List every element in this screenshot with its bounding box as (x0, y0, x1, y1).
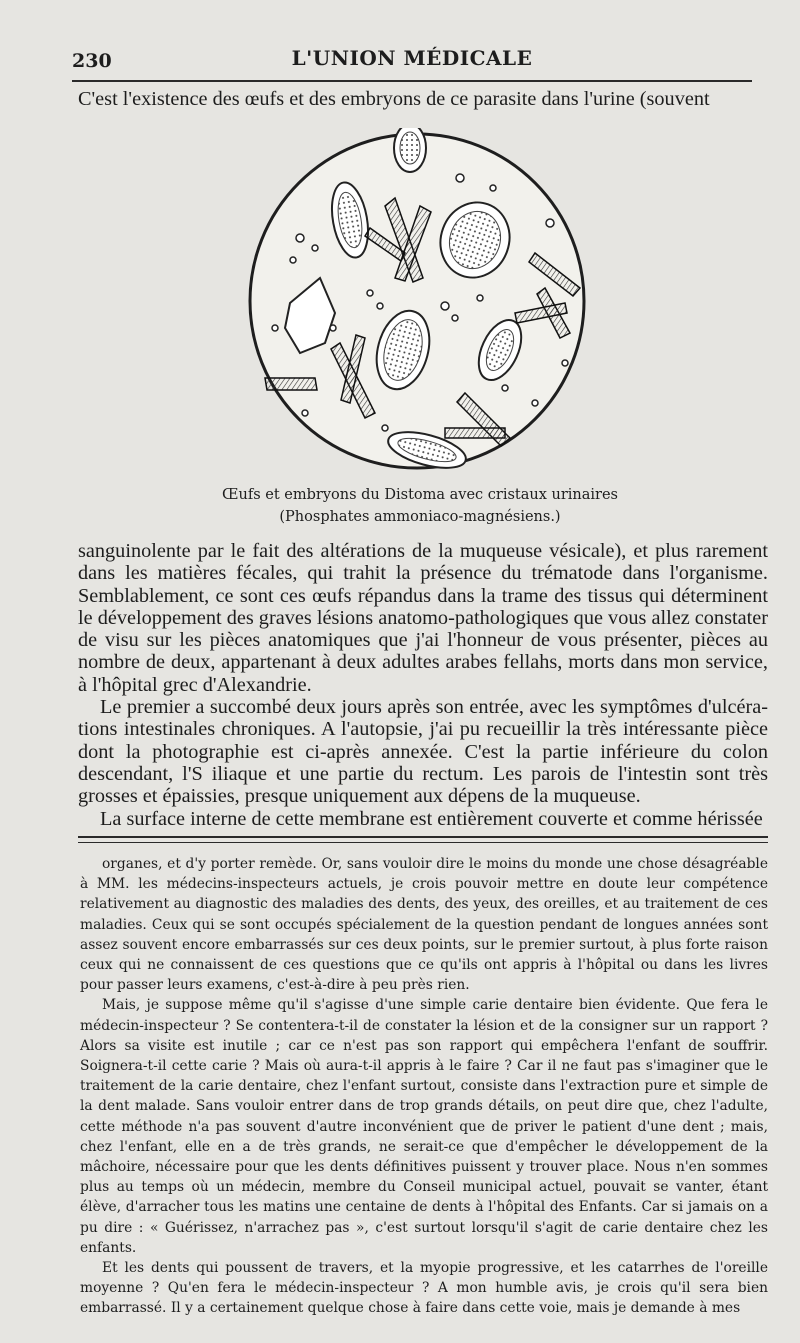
crystal-5 (265, 378, 317, 390)
intro-text: C'est l'existence des œufs et des embryons de ce parasite dans l'urine (souvent (78, 88, 710, 110)
main-paragraph-3: La surface interne de cette membrane est entièrement couverte et comme hérissée (100, 807, 763, 830)
main-text (78, 540, 768, 830)
figure-caption (140, 484, 700, 528)
footnote-paragraph-1: organes, et d'y porter remède. Or, sans vouloir dire le moins du monde une chose désagréable à MM. les médecins-inspecteurs actuels, je crois pouvoir mettre en doute leur compétence relativement au diagnostic des maladies des dents, des yeux, des oreilles, et au traitement de ces maladies. Ceux qui se sont occupés spécialement de la question pendant de longues années sont assez souvent encore embarrassés sur ces deux points, sur le premier surtout, à plus forte raison ceux qui ne connaissent de ces questions que ce qu'ils ont appris à l'hôpital ou dans les livres pour passer leurs examens, c'est-à-dire à peu près rien. (80, 856, 768, 994)
main-paragraph-2: Le premier a succombé deux jours après son entrée, avec les symptômes d'ulcérations intestinales chroniques. A l'autopsie, j'ai pu recueillir la très intéressante pièce dont la photographie est ci-après annexée. C'est la partie inférieure du colon descendant, l'S iliaque et une partie du rectum. Les parois de l'intestin sont très grosses et épaissies, presque uniquement aux dépens de la muqueuse. (78, 696, 768, 808)
main-paragraph-1: sanguinolente par le fait des altérations de la muqueuse vésicale), et plus rarement dans les matières fécales, qui trahit la présence du trématode dans l'organisme. Semblablement, ce sont ces œufs répandus dans la trame des tissus qui déterminent le développement des graves lésions anatomo-pathologiques que vous allez constater de visu sur les pièces anatomiques que j'ai l'honneur de vous présenter, pièces au nombre de deux, appartenant à deux adultes arabes fellahs, morts dans mon service, à l'hôpital grec d'Alexandrie. (78, 540, 768, 696)
intro-line (78, 88, 768, 110)
running-title: L'UNION MÉDICALE (291, 46, 533, 70)
footnote-paragraph-3: Et les dents qui poussent de travers, et la myopie progressive, et les catarrhes de l'oreille moyenne ? Qu'en fera le médecin-inspecteur ? A mon humble avis, je crois qu'il sera bien embarrassé. Il y a certainement quelque chose à faire dans cette voie, mais je demande à mes (80, 1260, 768, 1317)
page-header (72, 46, 752, 76)
microscope-field-illustration (245, 128, 590, 478)
footnote-text (80, 854, 768, 1319)
microscope-figure (245, 128, 590, 478)
footnote-rule-thick (78, 836, 768, 838)
egg-6 (394, 128, 426, 172)
caption-line-1: Œufs et embryons du Distoma avec cristaux urinaires (222, 487, 618, 503)
page-number: 230 (72, 50, 112, 72)
caption-line-2: (Phosphates ammoniaco-magnésiens.) (279, 509, 561, 525)
footnote-rule-thin (78, 842, 768, 843)
footnote-paragraph-2: Mais, je suppose même qu'il s'agisse d'une simple carie dentaire bien évidente. Que fera le médecin-inspecteur ? Se contentera-t-il de constater la lésion et de la consigner sur un rapport ? Alors sa visite est inutile ; car ce n'est pas son rapport qui empêchera l'enfant de souffrir. Soignera-t-il cette carie ? Mais où aura-t-il appris à le faire ? Car il ne faut pas s'imaginer que le traitement de la carie dentaire, chez l'enfant surtout, consiste dans l'extraction pure et simple de la dent malade. Sans vouloir entrer dans de trop grands détails, on peut dire que, chez l'adulte, cette méthode n'a pas souvent d'autre inconvénient que de priver le patient d'une dent ; mais, chez l'enfant, elle en a de très grands, ne serait-ce que d'empêcher le développement de la mâchoire, nécessaire pour que les dents définitives puissent y trouver place. Nous n'en sommes plus au temps où un médecin, membre du Conseil municipal actuel, pouvait se vanter, étant élève, d'arracher tous les matins une centaine de dents à l'hôpital des Enfants. Car si jamais on a pu dire : « Guérissez, n'arrachez pas », c'est surtout lorsqu'il s'agit de carie dentaire chez les enfants. (80, 997, 768, 1256)
header-rule (72, 80, 752, 82)
